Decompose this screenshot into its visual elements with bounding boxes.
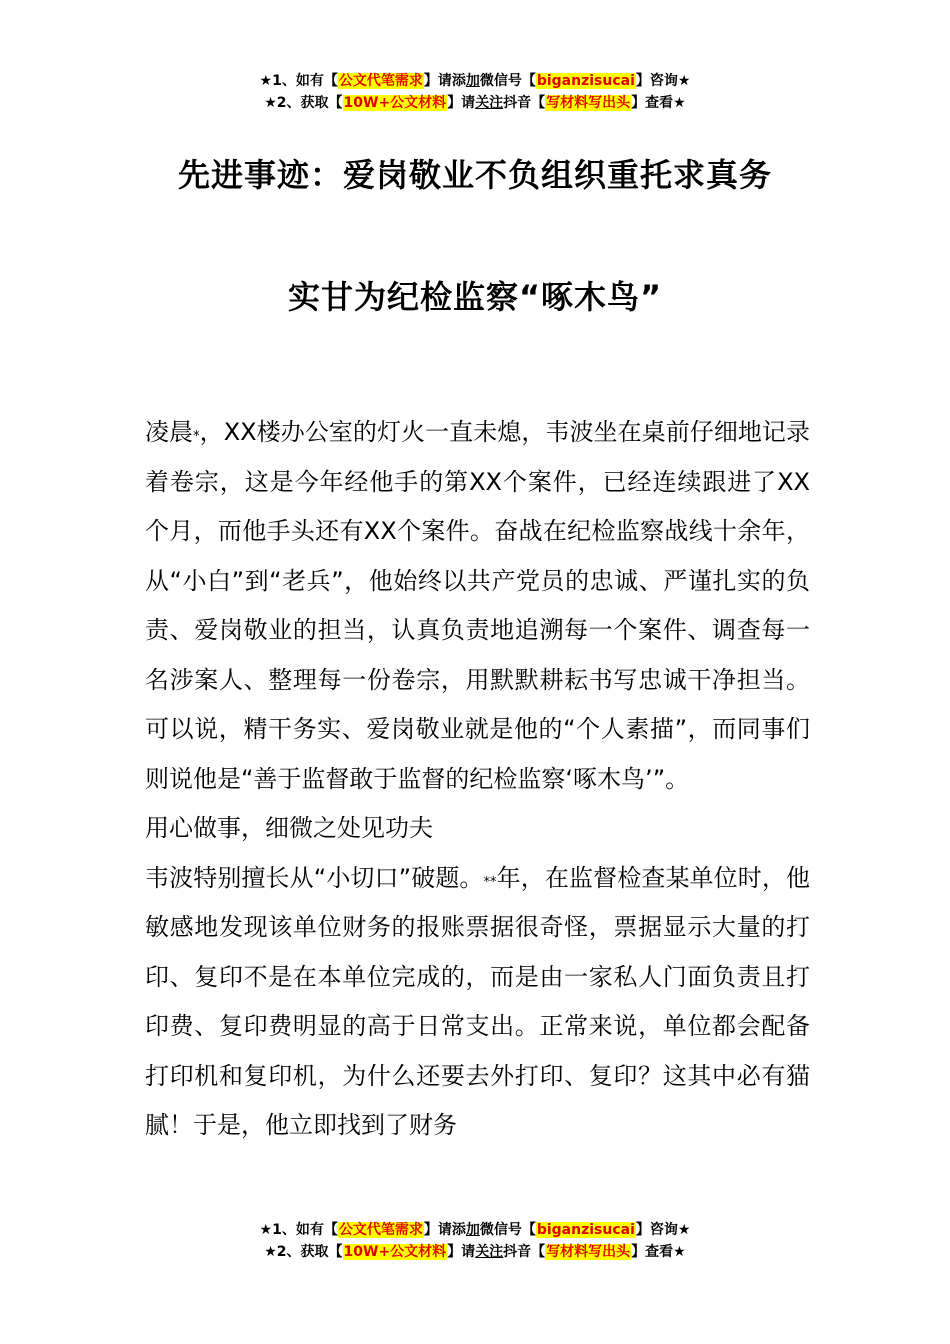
douyin-account: 写材料写出头 — [546, 1244, 631, 1260]
header-banner — [0, 70, 950, 114]
footer-banner — [0, 1219, 950, 1263]
banner-highlight: 10W+公文材料 — [343, 1244, 447, 1260]
paragraph-2: 韦波特别擅长从“小切口”破题。**年，在监督检查某单位时，他敏感地发现该单位财务的报账票据很奇怪，票据显示大量的打印、复印不是在本单位完成的，而是由一家私人门面负责且打印费、复印费明显的高于日常支出。正常来说，单位都会配备打印机和复印机，为什么还要去外打印、复印？这其中必有猫腻！于是，他立即找到了财务 — [145, 863, 810, 1139]
wechat-id: biganzisucai — [536, 73, 635, 89]
paragraph-1: 凌晨*，XX楼办公室的灯火一直未熄，韦波坐在桌前仔细地记录着卷宗，这是今年经他手的第XX个案件，已经连续跟进了XX个月，而他手头还有XX个案件。奋战在纪检监察战线十余年，从“小白”到“老兵”，他始终以共产党员的忠诚、严谨扎实的负责、爱岗敬业的担当，认真负责地追溯每一个案件、调查每一名涉案人、整理每一份卷宗，用默默耕耘书写忠诚干净担当。可以说，精干务实、爱岗敬业就是他的“个人素描”，而同事们则说他是“善于监督敢于监督的纪检监察‘啄木鸟’”。 — [145, 418, 810, 793]
banner-line-1: ★1、如有【公文代笔需求】请添加微信号【biganzisucai】咨询★ — [259, 1222, 691, 1238]
banner-line-1: ★1、如有【公文代笔需求】请添加微信号【biganzisucai】咨询★ — [259, 73, 691, 89]
section-heading: 用心做事，细微之处见功夫 — [145, 814, 433, 842]
page-title-line-1: 先进事迹：爱岗敬业不负组织重托求真务 — [177, 156, 772, 194]
banner-line-2: ★2、获取【10W+公文材料】请关注抖音【写材料写出头】查看★ — [264, 1244, 686, 1260]
page-title-line-2: 实甘为纪检监察“啄木鸟” — [287, 278, 663, 316]
banner-line-2: ★2、获取【10W+公文材料】请关注抖音【写材料写出头】查看★ — [264, 95, 686, 111]
wechat-id: biganzisucai — [536, 1222, 635, 1238]
banner-highlight: 公文代笔需求 — [338, 73, 423, 89]
douyin-account: 写材料写出头 — [546, 95, 631, 111]
banner-highlight: 公文代笔需求 — [338, 1222, 423, 1238]
article-body — [145, 408, 810, 1151]
banner-highlight: 10W+公文材料 — [343, 95, 447, 111]
